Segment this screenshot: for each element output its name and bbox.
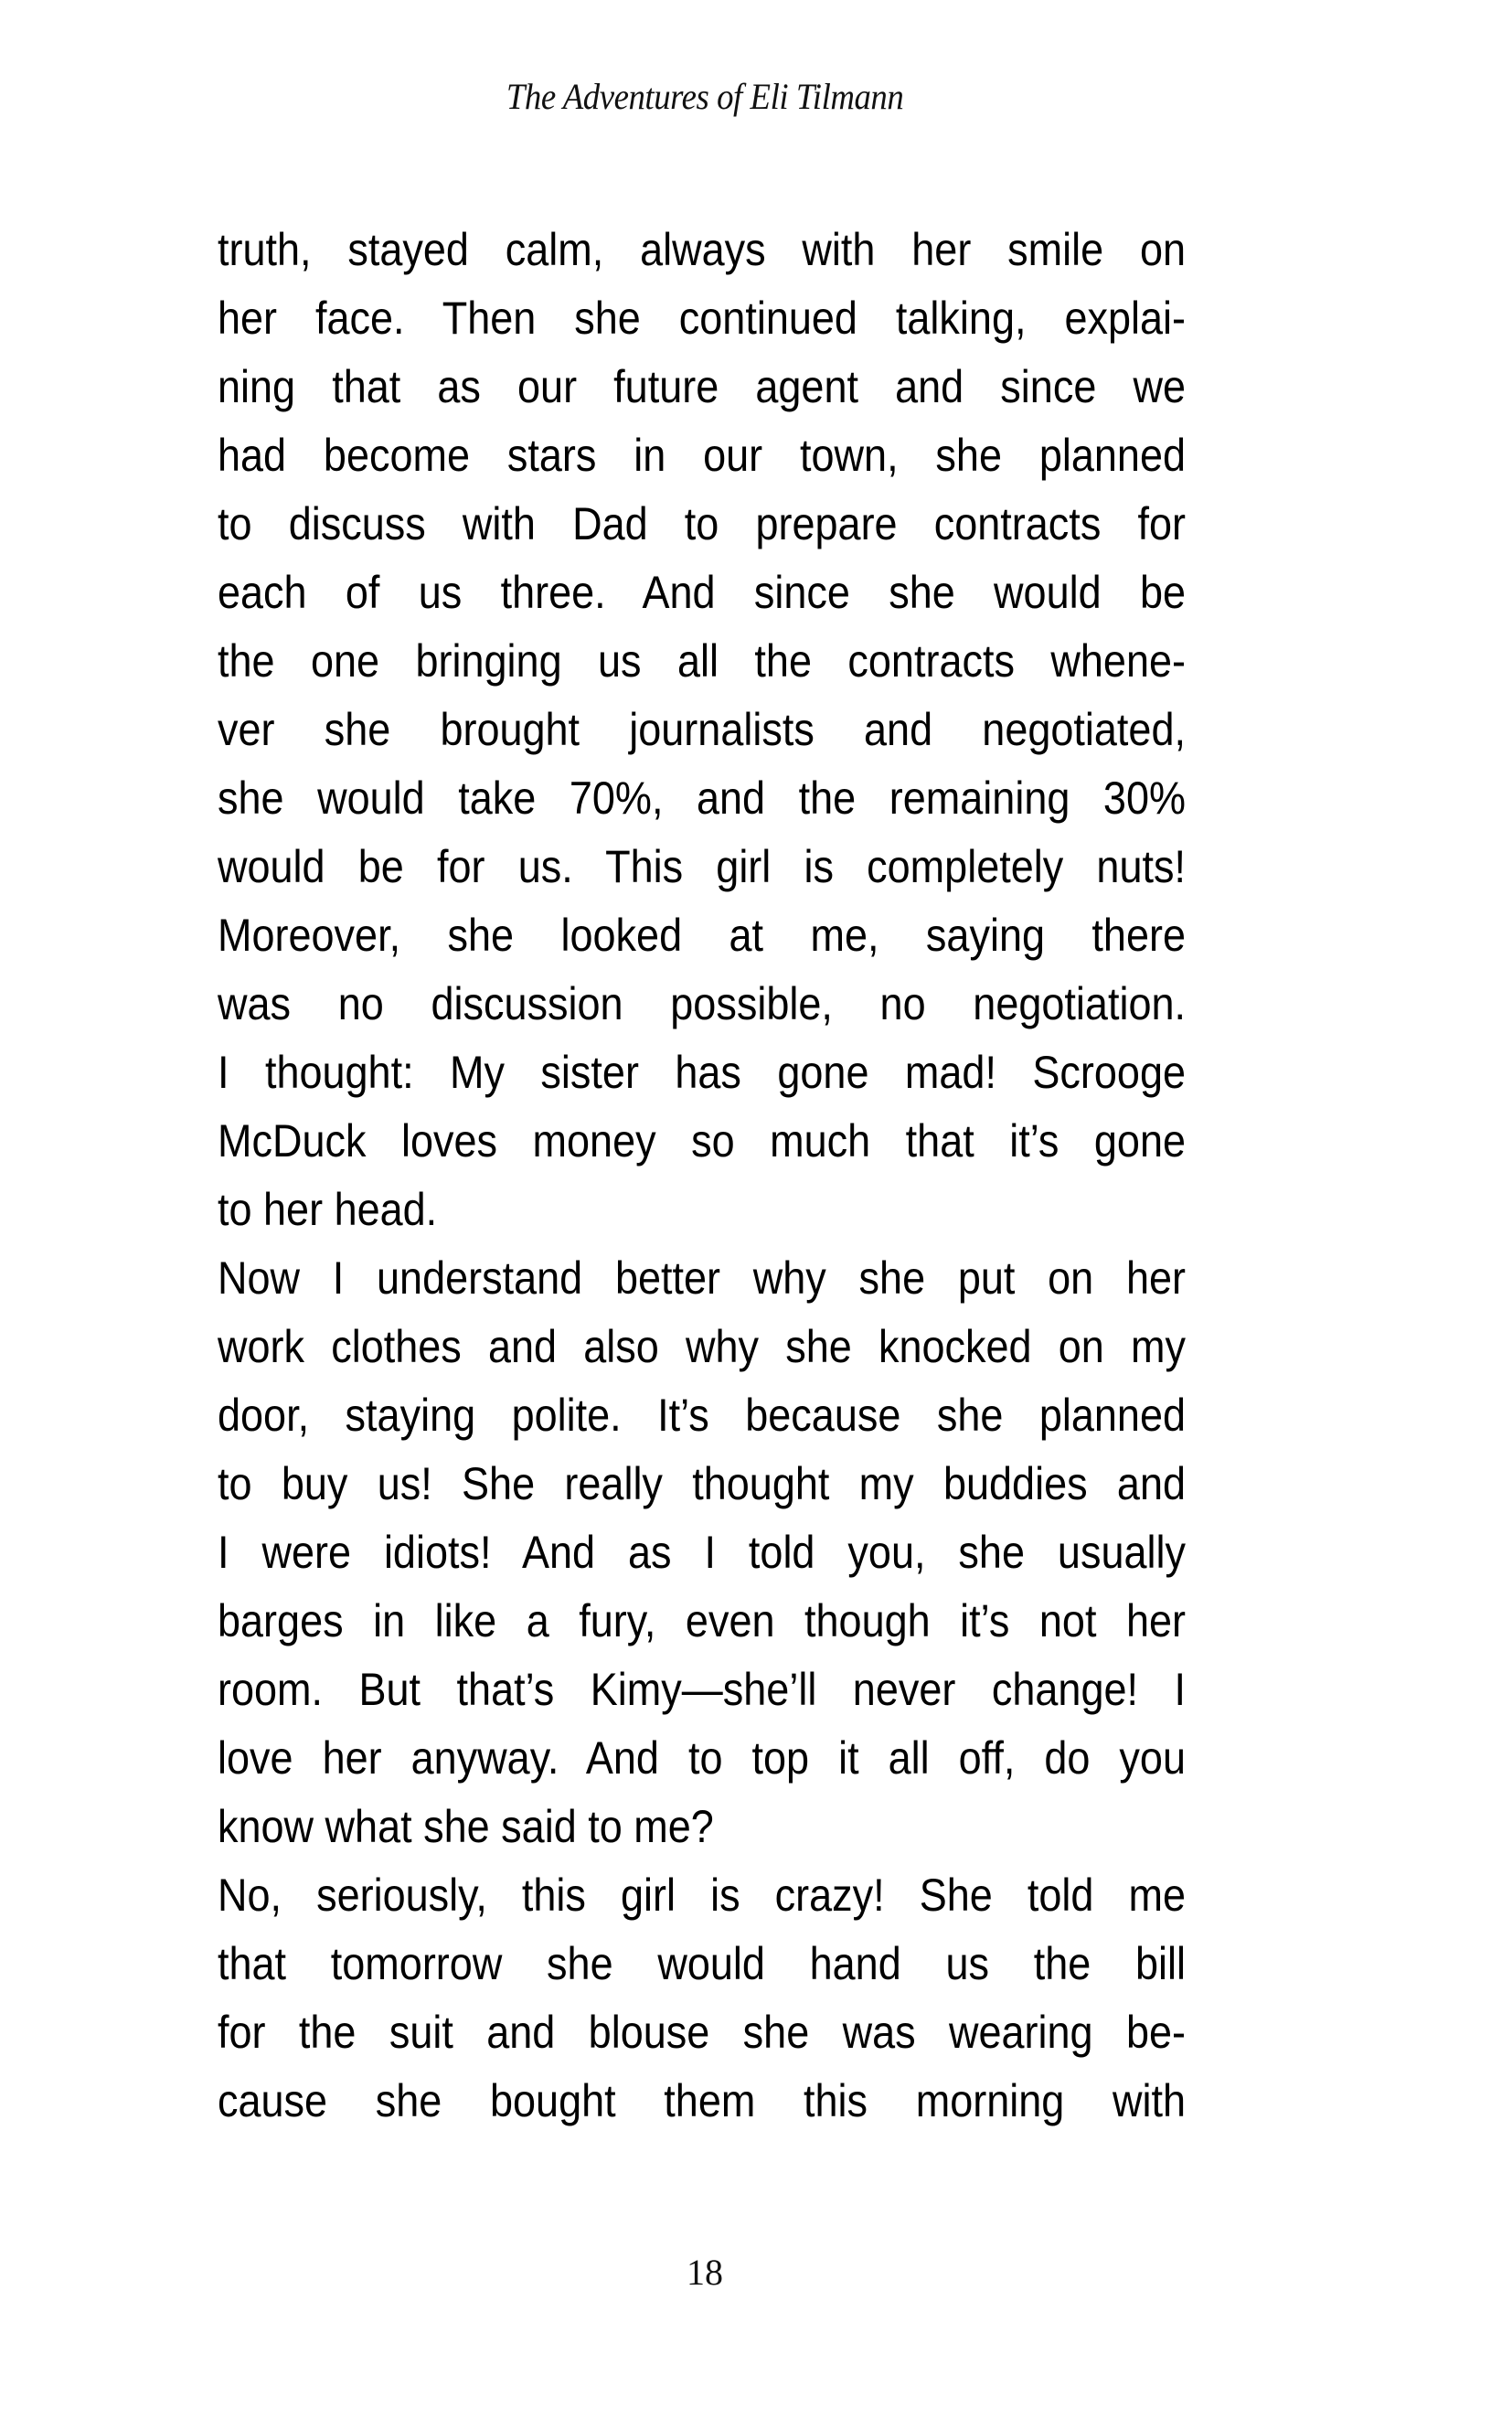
page-number: 18 [687,2252,723,2293]
text-line [218,559,1187,627]
text-line-content: to discuss with Dad to prepare contracts for [218,498,1186,549]
text-line-content: each of us three. And since she would be [218,567,1187,618]
text-line-content: the one bringing us all the contracts whene- [218,635,1187,687]
running-header [0,75,1410,118]
text-line [218,764,1187,833]
text-line [218,1244,1187,1313]
text-line-content: work clothes and also why she knocked on my [218,1321,1187,1372]
text-line-content: McDuck loves money so much that it’s gone [218,1115,1187,1167]
text-line-content: know what she said to me? [218,1801,714,1852]
text-line [218,833,1187,901]
text-line-content: truth, stayed calm, always with her smile on [218,224,1187,275]
text-line-content: barges in like a fury, even though it’s not her [218,1595,1187,1646]
text-line [218,696,1187,764]
text-line [218,490,1187,559]
text-line-content: she would take 70%, and the remaining 30% [218,772,1187,824]
text-line [218,1930,1187,1998]
text-line-content: Now I understand better why she put on her [218,1252,1186,1304]
text-line [218,216,1187,284]
text-line [218,901,1187,970]
text-line-content: door, staying polite. It’s because she planned [218,1390,1187,1441]
text-line-content: Moreover, she looked at me, saying there [218,910,1187,961]
text-line [218,1861,1187,1930]
text-line-content: that tomorrow she would hand us the bill [218,1938,1187,1989]
text-line [218,1793,1187,1861]
text-line [218,1039,1187,1107]
text-line-content: would be for us. This girl is completely nuts! [218,841,1187,892]
text-line [218,1450,1187,1518]
text-line-content: room. But that’s Kimy—she’ll never change! I [218,1664,1186,1715]
text-line [218,1176,1187,1244]
text-line-content: was no discussion possible, no negotiation. [218,978,1187,1029]
body-text [218,216,1187,2136]
text-line [218,1656,1187,1724]
text-line [218,970,1187,1039]
text-line [218,1587,1187,1656]
text-line-content: for the suit and blouse she was wearing be- [218,2007,1187,2058]
text-line-content: to her head. [218,1184,438,1235]
book-title: The Adventures of Eli Tilmann [506,76,904,117]
text-line [218,421,1187,490]
text-line [218,1313,1187,1381]
text-line-content: her face. Then she continued talking, explai- [218,293,1187,344]
text-line [218,1107,1187,1176]
text-line-content: had become stars in our town, she planned [218,430,1187,481]
text-line-content: to buy us! She really thought my buddies and [218,1458,1187,1509]
text-line [218,353,1187,421]
text-line-content: ver she brought journalists and negotiated, [218,704,1187,755]
text-line [218,1518,1187,1587]
text-line-content: ning that as our future agent and since we [218,361,1186,412]
text-line-content: No, seriously, this girl is crazy! She told me [218,1870,1187,1921]
text-line [218,1381,1187,1450]
text-line [218,284,1187,353]
text-line-content: cause she bought them this morning with [218,2075,1187,2126]
text-line [218,1724,1187,1793]
text-line-content: I thought: My sister has gone mad! Scrooge [218,1047,1187,1098]
text-line-content: love her anyway. And to top it all off, do you [218,1732,1186,1784]
text-line-content: I were idiots! And as I told you, she usually [218,1527,1187,1578]
text-line [218,1998,1187,2067]
text-line [218,627,1187,696]
text-line [218,2067,1187,2136]
